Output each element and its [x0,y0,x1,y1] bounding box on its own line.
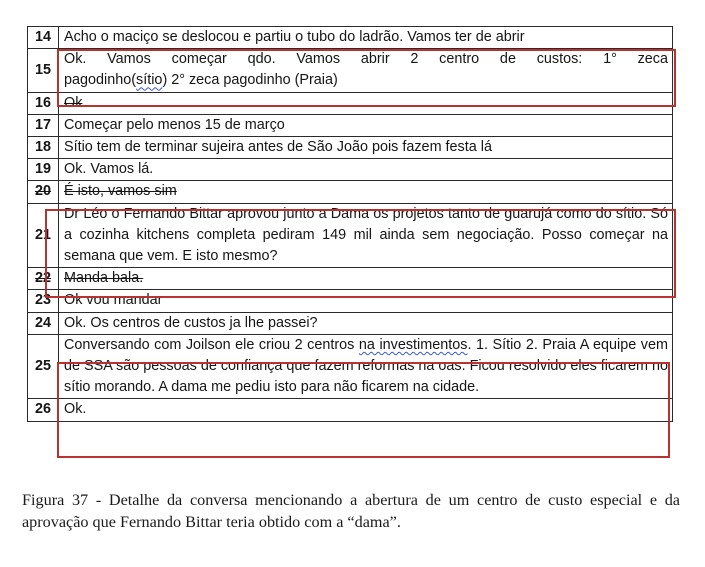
message-text: Ok. Vamos lá. [59,159,673,181]
message-text: Ok. [59,399,673,421]
row-number: 23 [28,290,59,312]
table-row [28,181,673,203]
table-row [28,268,673,290]
row-number: 20 [28,181,59,203]
table-row [28,92,673,114]
conversation-figure [27,26,673,481]
row-number: 24 [28,312,59,334]
spellcheck-underlined-phrase: na investimentos [358,336,468,353]
message-text: É isto, vamos sim [59,181,673,203]
message-text: Dr Léo o Fernando Bittar aprovou junto a Dama os projetos tanto de guarujá como do sítio. Só a cozinha kitchens completa pediram 149 mil ainda sem negociação. Posso começar na semana que vem. E isto mesmo? [59,203,673,268]
table-row [28,159,673,181]
table-row [28,49,673,92]
message-text [59,49,673,92]
figure-caption: Figura 37 - Detalhe da conversa mencionando a abertura de um centro de custo especial e da aprovação que Fernando Bittar teria obtido com a “dama”. [22,491,680,531]
row-number: 15 [28,49,59,92]
table-row [28,27,673,49]
message-fragment: ) 2° zeca pagodinho (Praia) [162,72,338,89]
message-text [59,334,673,399]
row-number: 17 [28,114,59,136]
row-number: 25 [28,334,59,399]
message-text: Começar pelo menos 15 de março [59,114,673,136]
conversation-table [27,26,673,422]
table-row [28,114,673,136]
message-text: Sítio tem de terminar sujeira antes de São João pois fazem festa lá [59,137,673,159]
table-row [28,399,673,421]
message-line: Ok. Vamos começar qdo. Vamos abrir 2 centro de custos: 1° zeca [64,51,668,68]
row-number: 21 [28,203,59,268]
message-text: Manda bala. [59,268,673,290]
row-number: 16 [28,92,59,114]
message-text: Ok [59,92,673,114]
row-number: 19 [28,159,59,181]
row-number: 26 [28,399,59,421]
row-number: 22 [28,268,59,290]
table-row [28,137,673,159]
message-text: Ok vou mandar [59,290,673,312]
row-number: 18 [28,137,59,159]
message-fragment: pagodinho( [64,72,137,89]
message-text: Acho o maciço se deslocou e partiu o tubo do ladrão. Vamos ter de abrir [59,27,673,49]
message-fragment: . 1. Sítio 2. Praia A equipe vem de SSA são pessoas de confiança que fazem reformas na oas. Ficou resolvido eles ficarem no sítio morando. A dama me pediu isto para não ficarem na cidade. [64,336,668,396]
row-number: 14 [28,27,59,49]
table-row [28,334,673,399]
message-text: Ok. Os centros de custos ja lhe passei? [59,312,673,334]
message-line [64,70,668,91]
message-fragment: Conversando com Joilson ele criou 2 centros [64,336,359,353]
spellcheck-underlined-word: sítio [136,72,163,89]
table-row [28,203,673,268]
table-row [28,290,673,312]
table-row [28,312,673,334]
